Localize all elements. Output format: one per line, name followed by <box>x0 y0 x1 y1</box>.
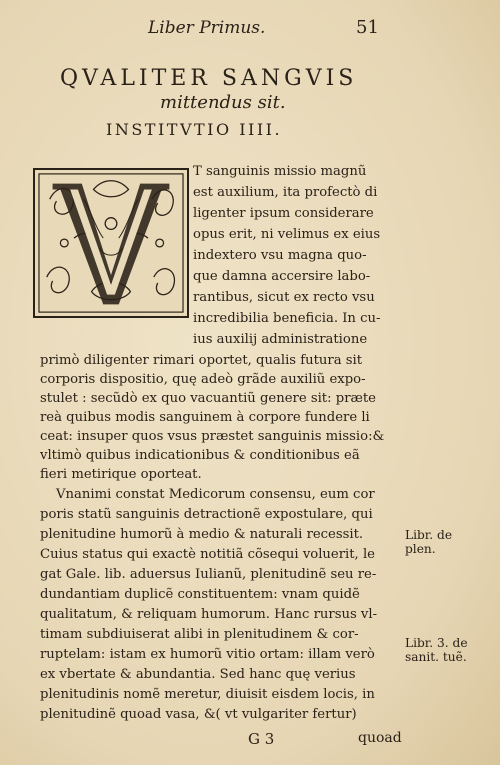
text-line: timam subdiuiserat alibi in plenitudinem & cor- <box>40 627 359 642</box>
text-line: fieri metirique oporteat. <box>40 467 202 482</box>
text-line: stulet : secũdò ex quo vacuantiũ genere sit: præte <box>40 391 376 406</box>
margin-note-line: Libr. 3. de <box>405 636 468 650</box>
running-head: Liber Primus. <box>148 18 266 38</box>
decorated-initial-v <box>33 168 189 318</box>
text-line: poris statũ sanguinis detractionẽ expostulare, qui <box>40 507 373 522</box>
page-number: 51 <box>356 17 379 38</box>
text-line: ligenter ipsum considerare <box>193 206 374 221</box>
margin-note-line: sanit. tuẽ. <box>405 650 467 664</box>
margin-note-line: plen. <box>405 542 436 556</box>
ornamental-initial-v-icon <box>35 170 187 316</box>
margin-note-line: Libr. de <box>405 528 453 542</box>
margin-note <box>405 528 452 556</box>
text-line: corporis dispositio, quę adeò grãde auxiliũ expo- <box>40 372 366 387</box>
text-line: qualitatum, & reliquam humorum. Hanc rursus vl- <box>40 607 378 622</box>
text-line: gat Gale. lib. aduersus Iulianũ, plenitudinẽ seu re- <box>40 567 377 582</box>
text-line: Cuius status qui exactè notitiã cõsequi voluerit, le <box>40 547 375 562</box>
text-line: vltimò quibus indicationibus & conditionibus eã <box>40 448 360 463</box>
text-line: reà quibus modis sanguinem à corpore fundere li <box>40 410 370 425</box>
text-line: ex vbertate & abundantia. Sed hanc quę verius <box>40 667 356 682</box>
text-line: rantibus, sicut ex recto vsu <box>193 290 375 305</box>
chapter-subtitle: INSTITVTIO IIII. <box>106 120 283 139</box>
signature-mark: G 3 <box>248 730 275 748</box>
text-line: opus erit, ni velimus ex eius <box>193 227 381 242</box>
text-line: Vnanimi constat Medicorum consensu, eum cor <box>56 487 375 502</box>
text-line: dundantiam duplicẽ constituentem: vnam quidẽ <box>40 587 360 602</box>
margin-note <box>405 636 468 664</box>
text-line: T sanguinis missio magnũ <box>193 164 367 179</box>
chapter-title-line-2: mittendus sit. <box>160 92 286 113</box>
text-line: ruptelam: istam ex humorũ vitio ortam: illam verò <box>40 647 375 662</box>
text-line: ceat: insuper quos vsus præstet sanguinis missio:& <box>40 429 385 444</box>
text-line: que damna accersire labo- <box>193 269 371 284</box>
text-line: est auxilium, ita profectò di <box>193 185 378 200</box>
text-line: plenitudinis nomẽ meretur, diuisit eisdem locis, in <box>40 687 375 702</box>
catchword: quoad <box>358 730 402 746</box>
text-line: plenitudinẽ quoad vasa, &( vt vulgariter fertur) <box>40 707 357 722</box>
text-line: ius auxilij administratione <box>193 332 368 347</box>
text-line: plenitudine humorũ à medio & naturali recessit. <box>40 527 364 542</box>
text-line: indextero vsu magna quo- <box>193 248 367 263</box>
text-line: incredibilia beneficia. In cu- <box>193 311 381 326</box>
chapter-title-line-1: QVALITER SANGVIS <box>60 66 358 91</box>
text-line: primò diligenter rimari oportet, qualis futura sit <box>40 353 363 368</box>
